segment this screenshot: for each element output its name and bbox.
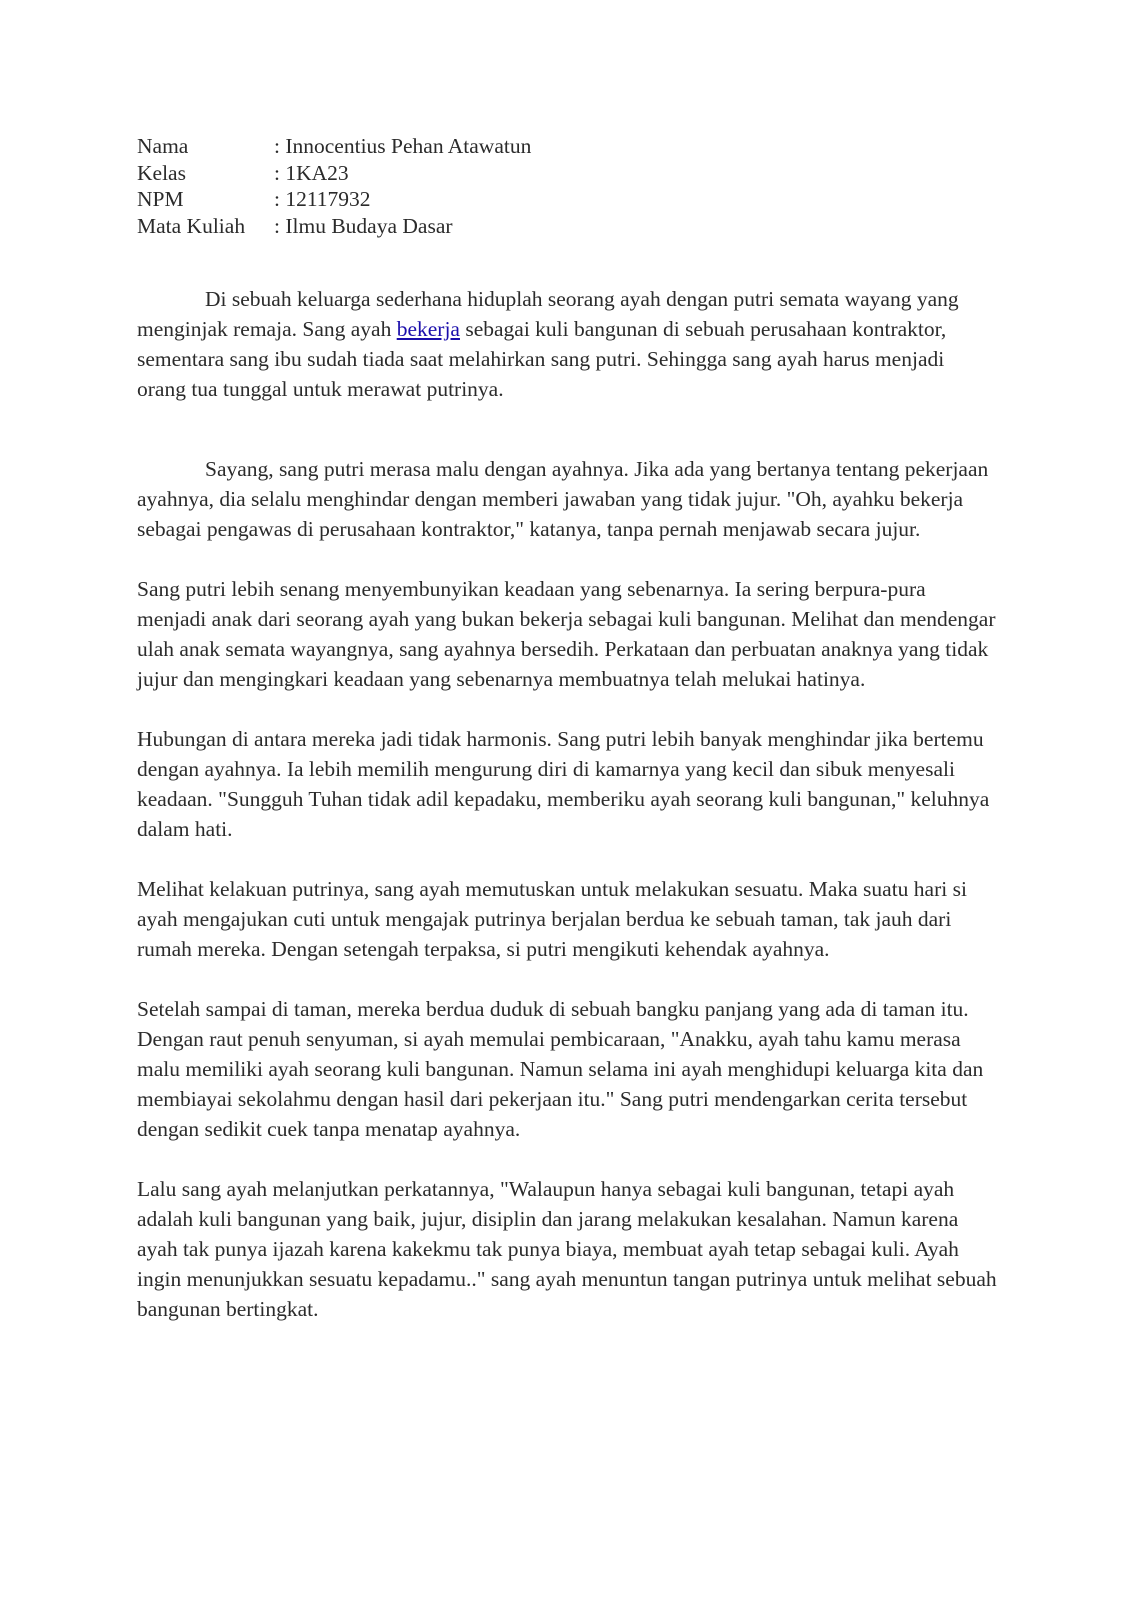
info-value: : Innocentius Pehan Atawatun [274,134,532,158]
paragraph-1-text-end: sebagai kuli bangunan di sebuah perusahaan kontraktor, sementara sang ibu sudah tiada saat melahirkan sang putri. Sehingga sang ayah harus menjadi orang tua tunggal untuk merawat putrinya. [137,317,947,401]
document-content [137,133,997,1324]
info-label: Mata Kuliah [137,213,246,238]
paragraph-1-text-start: Di sebuah keluarga sederhana hiduplah seorang ayah dengan putri semata wayang yang menginjak remaja. Sang ayah [137,287,959,341]
info-value: : 1KA23 [274,160,349,185]
info-label: NPM [137,187,184,211]
info-row-nama [137,133,531,160]
paragraph-6: Setelah sampai di taman, mereka berdua duduk di sebuah bangku panjang yang ada di taman itu. Dengan raut penuh senyuman, si ayah memulai pembicaraan, "Anakku, ayah tahu kamu merasa malu memiliki ayah seorang kuli bangunan. Namun selama ini ayah menghidupi keluarga kita dan membiayai sekolahmu dengan hasil dari pekerjaan itu." Sang putri mendengarkan cerita tersebut dengan sedikit cuek tanpa menatap ayahnya. [137,997,984,1141]
student-info-table [137,133,531,239]
info-row-npm [137,186,531,213]
paragraph-5: Melihat kelakuan putrinya, sang ayah memutuskan untuk melakukan sesuatu. Maka suatu hari si ayah mengajukan cuti untuk mengajak putrinya berjalan berdua ke sebuah taman, tak jauh dari rumah mereka. Dengan setengah terpaksa, si putri mengikuti kehendak ayahnya. [137,877,967,961]
info-label: Nama [137,134,189,158]
info-value: : 12117932 [274,187,371,211]
info-label: Kelas [137,160,186,185]
info-row-mata-kuliah [137,213,531,240]
bekerja-link[interactable]: bekerja [396,317,460,341]
paragraph-4: Hubungan di antara mereka jadi tidak harmonis. Sang putri lebih banyak menghindar jika bertemu dengan ayahnya. Ia lebih memilih mengurung diri di kamarnya yang kecil dan sibuk menyesali keadaan. "Sungguh Tuhan tidak adil kepadaku, memberiku ayah seorang kuli bangunan," keluhnya dalam hati. [137,727,990,841]
paragraph-1 [137,284,997,404]
paragraph-3: Sang putri lebih senang menyembunyikan keadaan yang sebenarnya. Ia sering berpura-pura menjadi anak dari seorang ayah yang bukan bekerja sebagai kuli bangunan. Melihat dan mendengar ulah anak semata wayangnya, sang ayahnya bersedih. Perkataan dan perbuatan anaknya yang tidak jujur dan mengingkari keadaan yang sebenarnya membuatnya telah melukai hatinya. [137,577,996,691]
paragraph-2: Sayang, sang putri merasa malu dengan ayahnya. Jika ada yang bertanya tentang pekerjaan ayahnya, dia selalu menghindar dengan memberi jawaban yang tidak jujur. "Oh, ayahku bekerja sebagai pengawas di perusahaan kontraktor," katanya, tanpa pernah menjawab secara jujur. [137,457,989,541]
info-value: : Ilmu Budaya Dasar [274,213,453,238]
info-row-kelas [137,160,531,187]
paragraph-7: Lalu sang ayah melanjutkan perkatannya, "Walaupun hanya sebagai kuli bangunan, tetapi ayah adalah kuli bangunan yang baik, jujur, disiplin dan jarang melakukan kesalahan. Namun karena ayah tak punya ijazah karena kakekmu tak punya biaya, membuat ayah tetap sebagai kuli. Ayah ingin menunjukkan sesuatu kepadamu.." sang ayah menuntun tangan putrinya untuk melihat sebuah bangunan bertingkat. [137,1177,997,1321]
